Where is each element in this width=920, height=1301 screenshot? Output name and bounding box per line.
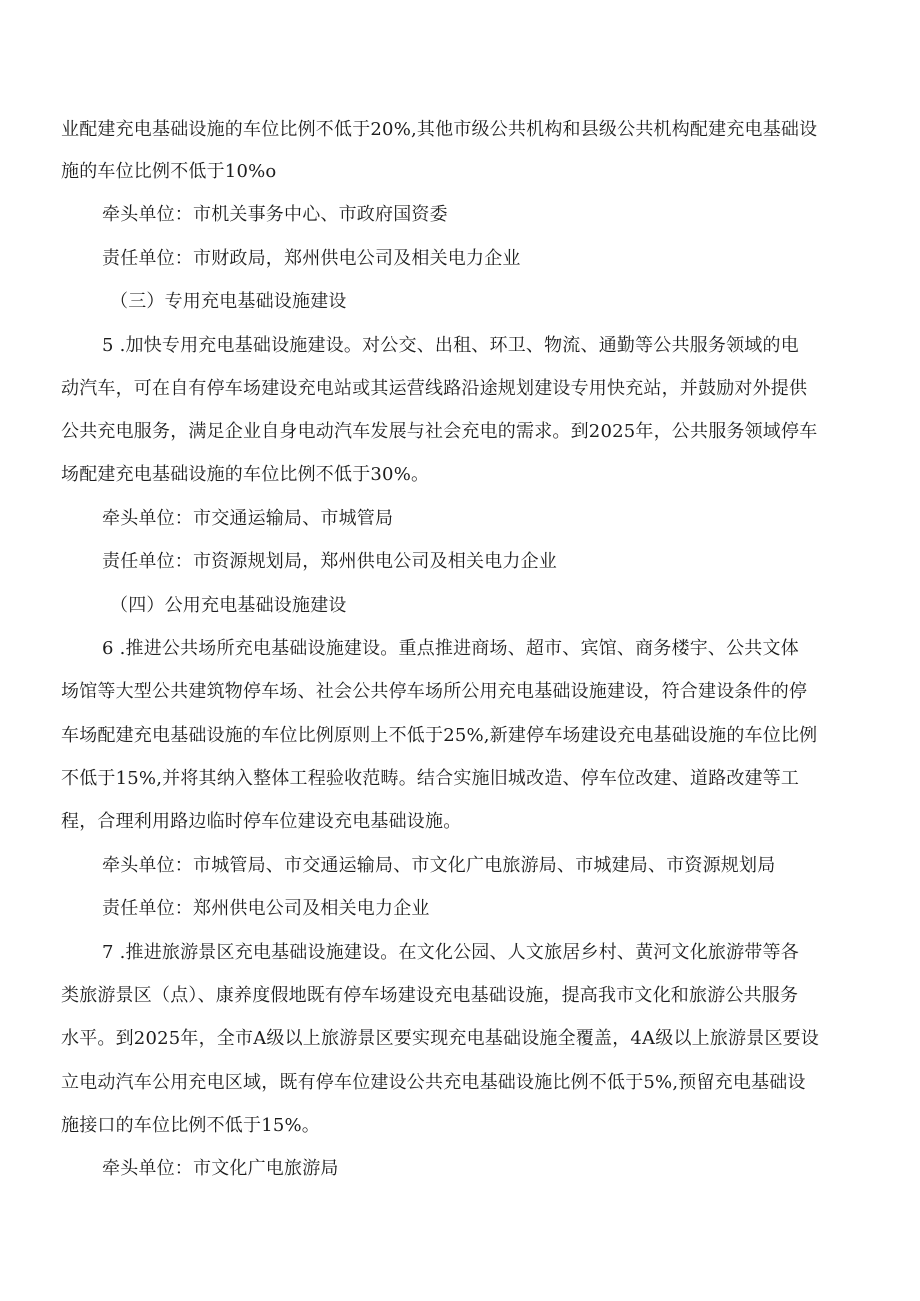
text-line: 类旅游景区（点）、康养度假地既有停车场建设充电基础设施，提高我市文化和旅游公共服务 [61, 985, 799, 1006]
responsible-unit-line: 责任单位：市财政局，郑州供电公司及相关电力企业 [102, 248, 521, 269]
responsible-unit-line: 责任单位：郑州供电公司及相关电力企业 [102, 898, 430, 919]
text-line: 不低于15%,并将其纳入整体工程验收范畴。结合实施旧城改造、停车位改建、道路改建等工 [61, 768, 800, 789]
text-line: 施的车位比例不低于10%o [61, 161, 277, 182]
text-line: 施接口的车位比例不低于15%。 [61, 1115, 321, 1136]
responsible-unit-line: 责任单位：市资源规划局，郑州供电公司及相关电力企业 [102, 551, 557, 572]
lead-unit-line: 牵头单位：市交通运输局、市城管局 [102, 508, 394, 529]
lead-unit-line: 牵头单位：市城管局、市交通运输局、市文化广电旅游局、市城建局、市资源规划局 [102, 855, 776, 876]
text-line: 场配建充电基础设施的车位比例不低于30%。 [61, 464, 430, 485]
section-heading: （三）专用充电基础设施建设 [110, 291, 347, 312]
text-line: 7 .推进旅游景区充电基础设施建设。在文化公园、人文旅居乡村、黄河文化旅游带等各 [102, 942, 799, 963]
text-line: 6 .推进公共场所充电基础设施建设。重点推进商场、超市、宾馆、商务楼宇、公共文体 [102, 638, 799, 659]
lead-unit-line: 牵头单位：市机关事务中心、市政府国资委 [102, 204, 448, 225]
text-line: 业配建充电基础设施的车位比例不低于20%,其他市级公共机构和县级公共机构配建充电基础设 [61, 119, 818, 140]
text-line: 车场配建充电基础设施的车位比例原则上不低于25%,新建停车场建设充电基础设施的车位比例 [61, 725, 818, 746]
text-line: 水平。到2025年，全市A级以上旅游景区要实现充电基础设施全覆盖，4A级以上旅游景区要设 [61, 1028, 820, 1049]
text-line: 动汽车，可在自有停车场建设充电站或其运营线路沿途规划建设专用快充站，并鼓励对外提供 [61, 378, 808, 399]
text-line: 场馆等大型公共建筑物停车场、社会公共停车场所公用充电基础设施建设，符合建设条件的停 [61, 681, 808, 702]
text-line: 立电动汽车公用充电区域，既有停车位建设公共充电基础设施比例不低于5%,预留充电基础设 [61, 1072, 806, 1093]
text-line: 程，合理利用路边临时停车位建设充电基础设施。 [61, 811, 462, 832]
text-line: 公共充电服务，满足企业自身电动汽车发展与社会充电的需求。到2025年，公共服务领域停车 [61, 421, 818, 442]
section-heading: （四）公用充电基础设施建设 [110, 595, 347, 616]
lead-unit-line: 牵头单位：市文化广电旅游局 [102, 1158, 339, 1179]
text-line: 5 .加快专用充电基础设施建设。对公交、出租、环卫、物流、通勤等公共服务领域的电 [102, 335, 799, 356]
